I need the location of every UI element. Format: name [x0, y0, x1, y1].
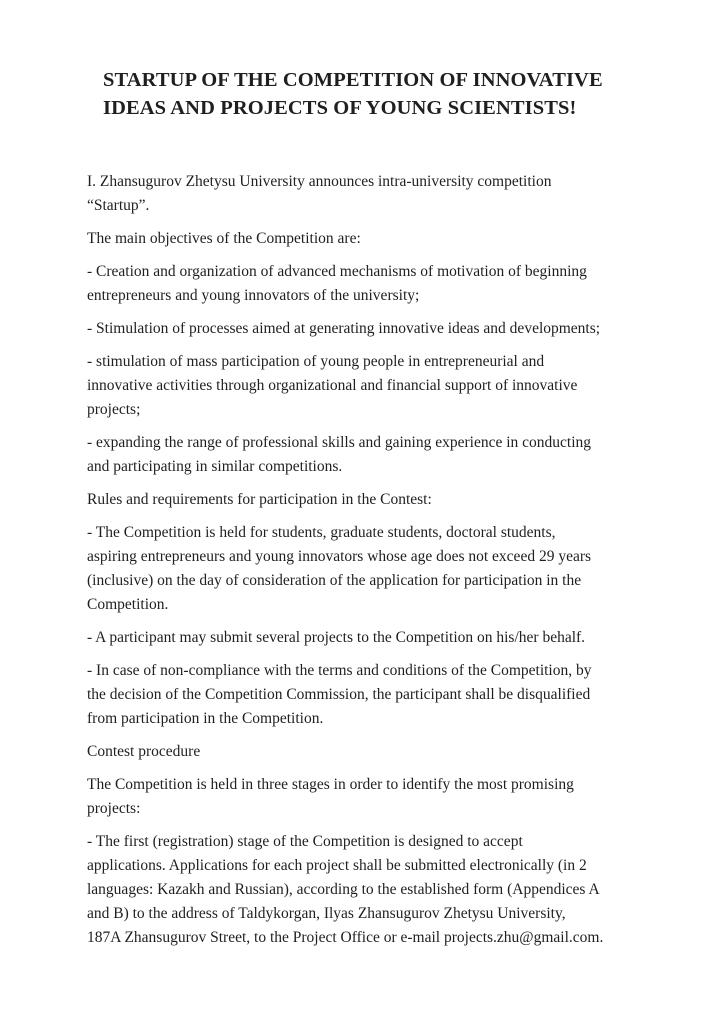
objective-item-4 [87, 431, 674, 479]
text-line: the decision of the Competition Commission, the participant shall be disqualified [87, 686, 591, 703]
text-line: - Creation and organization of advanced mechanisms of motivation of beginning [87, 263, 587, 280]
text-line: from participation in the Competition. [87, 710, 324, 727]
objectives-heading [87, 227, 674, 251]
procedure-heading [87, 740, 674, 764]
objective-item-3 [87, 350, 674, 422]
text-line: Rules and requirements for participation in the Contest: [87, 491, 432, 508]
text-line: innovative activities through organizational and financial support of innovative [87, 377, 578, 394]
text-line: and participating in similar competitions. [87, 458, 343, 475]
text-line: - The first (registration) stage of the Competition is designed to accept [87, 833, 523, 850]
text-line: “Startup”. [87, 197, 150, 214]
document-title [103, 66, 674, 122]
text-line: applications. Applications for each project shall be submitted electronically (in 2 [87, 857, 587, 874]
text-line: - A participant may submit several projects to the Competition on his/her behalf. [87, 629, 586, 646]
text-line: languages: Kazakh and Russian), according to the established form (Appendices A [87, 881, 600, 898]
text-line: The main objectives of the Competition are: [87, 230, 361, 247]
text-line: - expanding the range of professional skills and gaining experience in conducting [87, 434, 592, 451]
text-line: and B) to the address of Taldykorgan, Ilyas Zhansugurov Zhetysu University, [87, 905, 566, 922]
document-body [87, 170, 674, 950]
intro-paragraph [87, 170, 674, 218]
text-line: Contest procedure [87, 743, 201, 760]
text-line: - The Competition is held for students, graduate students, doctoral students, [87, 524, 556, 541]
rules-heading [87, 488, 674, 512]
text-line: entrepreneurs and young innovators of the university; [87, 287, 420, 304]
text-line: aspiring entrepreneurs and young innovators whose age does not exceed 29 years [87, 548, 592, 565]
rule-item-3 [87, 659, 674, 731]
rule-item-2 [87, 626, 674, 650]
text-line: I. Zhansugurov Zhetysu University announces intra-university competition [87, 173, 552, 190]
objective-item-1 [87, 260, 674, 308]
text-line: projects; [87, 401, 141, 418]
text-line: Competition. [87, 596, 169, 613]
text-line: projects: [87, 800, 141, 817]
title-line: IDEAS AND PROJECTS OF YOUNG SCIENTISTS! [103, 97, 577, 119]
title-line: STARTUP OF THE COMPETITION OF INNOVATIVE [103, 69, 603, 91]
procedure-intro [87, 773, 674, 821]
text-line: The Competition is held in three stages in order to identify the most promising [87, 776, 574, 793]
text-line: (inclusive) on the day of consideration of the application for participation in the [87, 572, 582, 589]
text-line: - stimulation of mass participation of young people in entrepreneurial and [87, 353, 545, 370]
objective-item-2 [87, 317, 674, 341]
text-line: - Stimulation of processes aimed at generating innovative ideas and developments; [87, 320, 601, 337]
procedure-stage-1 [87, 830, 674, 950]
rule-item-1 [87, 521, 674, 617]
text-line: 187A Zhansugurov Street, to the Project Office or e-mail projects.zhu@gmail.com. [87, 929, 604, 946]
text-line: - In case of non-compliance with the terms and conditions of the Competition, by [87, 662, 592, 679]
